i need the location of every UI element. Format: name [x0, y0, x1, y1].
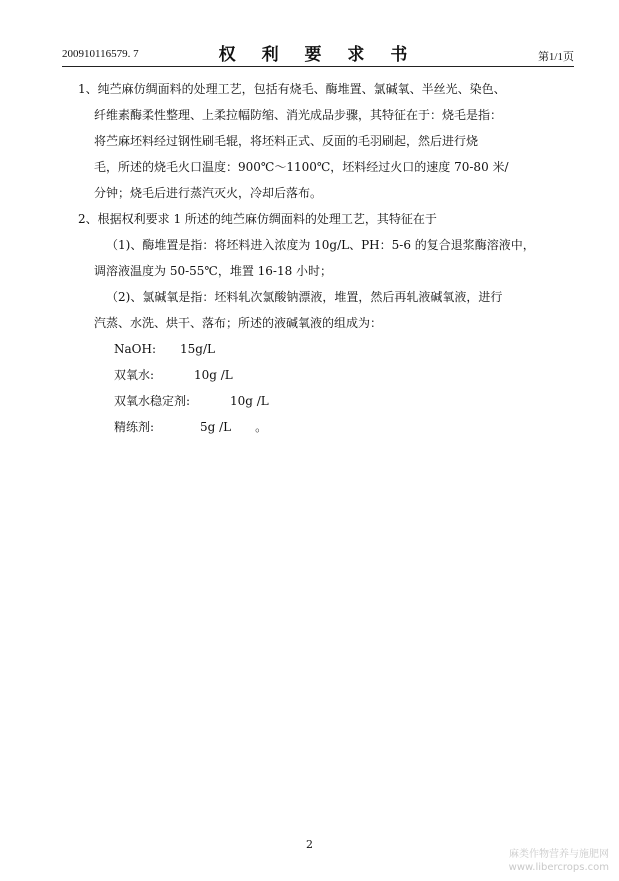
claim-1-line-3: 将苎麻坯料经过钢性刷毛辊，将坯料正式、反面的毛羽刷起，然后进行烧: [94, 134, 479, 148]
page-indicator: 第1/1页: [537, 51, 574, 63]
composition-row: [78, 362, 548, 388]
composition-value: 5g /L 。: [200, 420, 268, 434]
composition-row: [78, 336, 548, 362]
header-divider: [62, 66, 574, 67]
claim-2-item-2-line-2: 汽蒸、水洗、烘干、落布；所述的液碱氧液的组成为：: [94, 316, 383, 330]
watermark: [509, 848, 609, 874]
composition-name: NaOH:: [114, 342, 156, 356]
claim-1-line-1: 1、纯苎麻仿绸面料的处理工艺，包括有烧毛、酶堆置、氯碱氧、半丝光、染色、: [78, 82, 506, 96]
claim-1-line-5: 分钟；烧毛后进行蒸汽灭火，冷却后落布。: [94, 186, 323, 200]
watermark-site-name: 麻类作物营养与施肥网: [509, 849, 609, 860]
composition-row: [78, 414, 548, 440]
watermark-url: www.libercrops.com: [508, 862, 609, 873]
claim-2-item-1-line-1: （1)、酶堆置是指：将坯料进入浓度为 10g/L、PH：5-6 的复合退浆酶溶液中，: [106, 238, 535, 252]
composition-value: 10g /L: [230, 394, 269, 408]
composition-row: [78, 388, 548, 414]
composition-name: 精练剂:: [114, 420, 155, 434]
claims-body: [78, 76, 548, 440]
claim-2-intro: 2、根据权利要求 1 所述的纯苎麻仿绸面料的处理工艺，其特征在于: [78, 212, 437, 226]
composition-name: 双氧水:: [114, 368, 155, 382]
document-title: 权 利 要 求 书: [218, 45, 418, 65]
application-number: 200910116579. 7: [62, 48, 139, 60]
claim-2-item-1-line-2: 调溶液温度为 50-55℃，堆置 16-18 小时；: [94, 264, 333, 278]
claim-2-item-2-line-1: （2)、氯碱氧是指：坯料轧次氯酸钠漂液，堆置，然后再轧液碱氧液，进行: [106, 290, 503, 304]
composition-value: 15g/L: [180, 342, 215, 356]
page-header: [62, 40, 574, 66]
claim-1-line-4: 毛，所述的烧毛火口温度：900℃～1100℃，坯料经过火口的速度 70-80 米/: [94, 160, 509, 174]
page-number: 2: [306, 838, 313, 851]
claim-1-line-2: 纤维素酶柔性整理、上柔拉幅防缩、消光成品步骤，其特征在于：烧毛是指：: [94, 108, 503, 122]
composition-name: 双氧水稳定剂:: [114, 394, 191, 408]
composition-value: 10g /L: [194, 368, 233, 382]
